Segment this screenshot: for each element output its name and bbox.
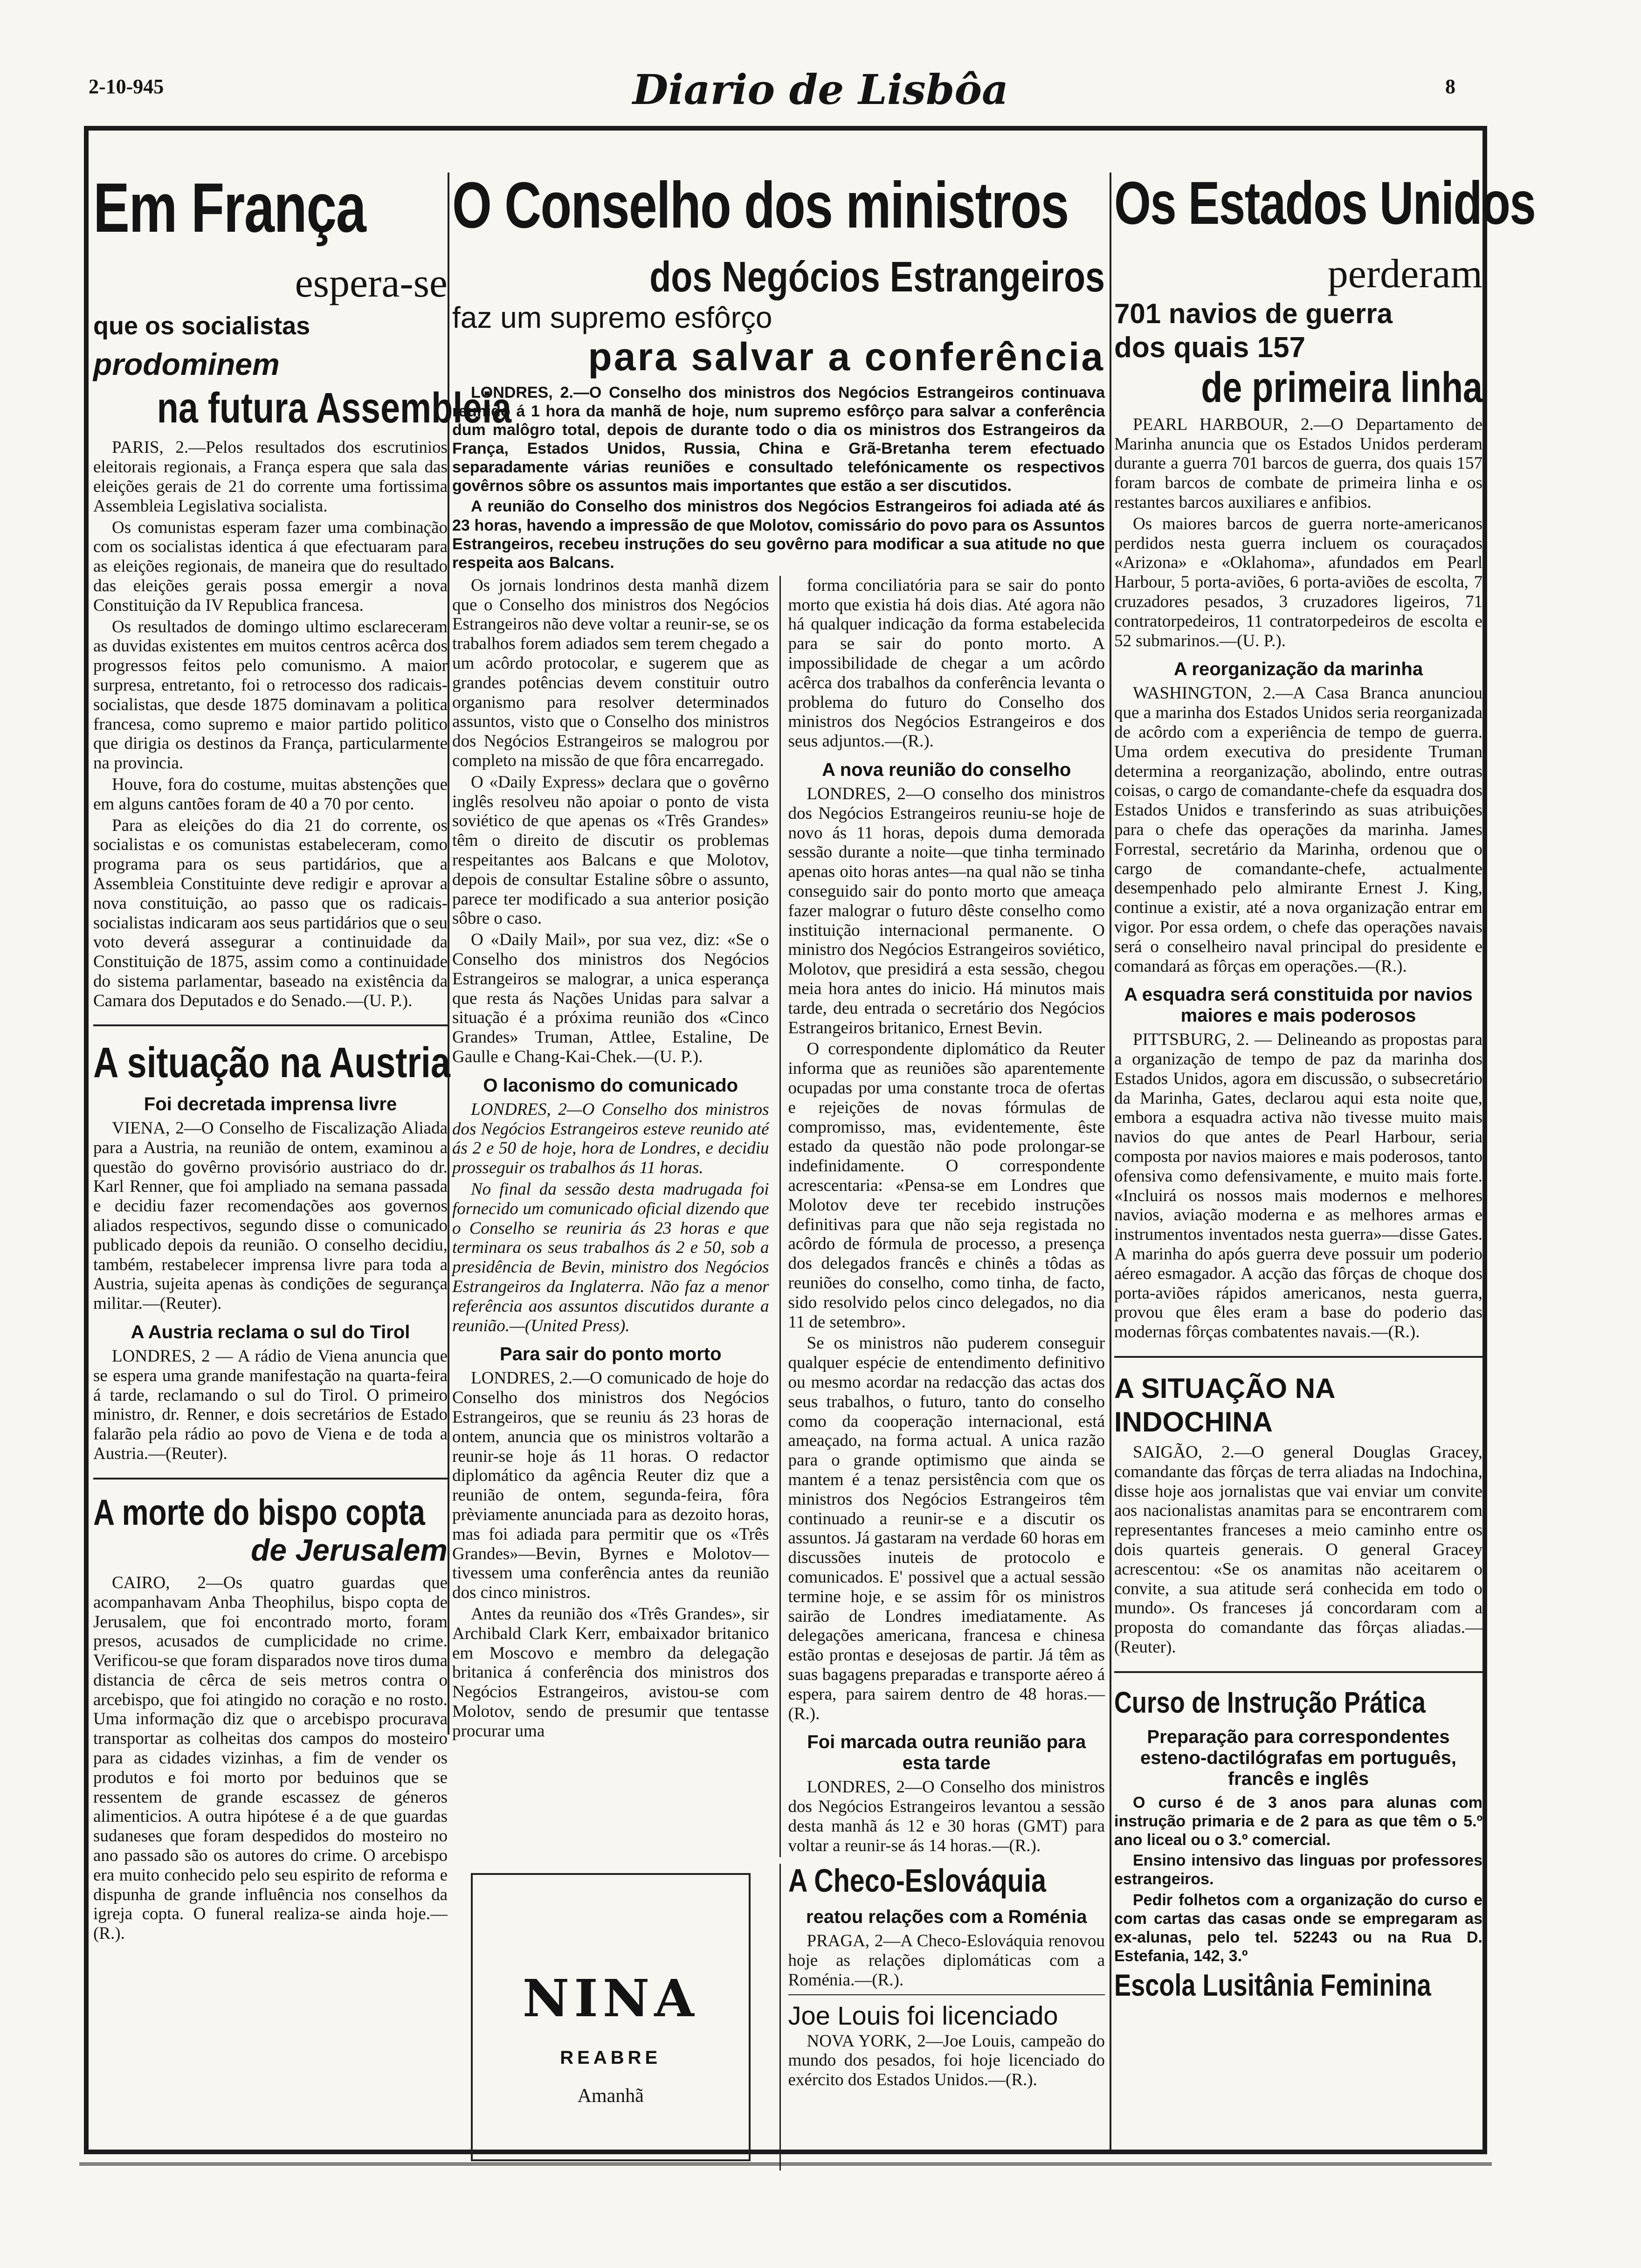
article-paragraph: Os comunistas esperam fazer uma combinação com os socialistas identica á que efectuaram para as eleições regionais, de maneira que do resultado das eleições gerais possa emergir a nova Constituição da IV Republica francesa. [93, 518, 448, 615]
council-headline-4: para salvar a conferência [588, 335, 1105, 379]
usa-headline-5: de primeira linha [1201, 364, 1482, 412]
austria-headline: A situação na Austria [93, 1039, 450, 1087]
council-two-columns [452, 576, 1105, 1858]
article-paragraph: PITTSBURG, 2. — Delineando as propostas para a organização de tempo de paz da marinha dos Estados Unidos, agora em discussão, o subsecretário da Marinha, Gates, declarou aqui esta noite que, embora a esquadra activa não tivesse muito mais navios do que antes de Pearl Harbour, seria composta por navios maiores e mais poderosos, tanto ofensiva como defensivamente, e muito mais forte. «Incluirá os nossos mais modernos e melhores navios, aviação moderna e as melhores armas e instrumentos inventados nesta guerra»—disse Gates. A marinha do após guerra deve possuir um poderio aéreo esmagador. A acção das fôrças de choque dos porta-aviões rápidos americanos, nesta guerra, provou que êles eram a base do poderio das modernas fôrças combatentes navais.—(R.). [1114, 1030, 1482, 1342]
article-paragraph: No final da sessão desta madrugada foi fornecido um comunicado oficial dizendo que o Conselho se reuniria ás 23 horas e que terminara os seus trabalhos ás 2 e 50, sob a presidência de Bevin, ministro dos Negócios Estrangeiros da Inglaterra. Não faz a menor referência aos assuntos discutidos durante a reunião.—(United Press). [452, 1179, 769, 1335]
council-scheduled-article [788, 1777, 1105, 1855]
column-left [93, 168, 512, 1945]
course-paragraph: Pedir folhetos com a organização do curso e com cartas das casas onde se empregaram as ex-alunas, pelo tel. 52243 ou na Rua D. Estefania, 142, 3.º [1114, 1891, 1482, 1965]
council-right-column [779, 576, 1105, 1858]
section-rule [1114, 1671, 1482, 1673]
article-paragraph: Os maiores barcos de guerra norte-americanos perdidos nesta guerra incluem os couraçados «Arizona» e «Oklahoma», afundados em Pearl Harbour, 5 porta-aviões, 6 porta-aviões de escolta, 7 cruzadores pesados, 3 cruzadores ligeiros, 71 contratorpedeiros, 11 contratorpedeiros de escolta e 52 submarinos.—(U. P.). [1114, 514, 1482, 650]
article-paragraph: O correspondente diplomático da Reuter informa que as reuniões são aparentemente ocupadas por uma constante troca de ofertas e rejeições de novas fórmulas de compromisso, mas, evidentemente, êste estado da questão não pode prolongar-se indefinidamente. O correspondente acrescentaria: «Pensa-se em Londres que Molotov deve ter recebido instruções definitivas para que não seja registada no acôrdo de fórmula de processo, a presença dos delegados francês e chinês a tôdas as reuniões do conselho, como tinha, de facto, sido resolvido pelos cinco delegados, no dia 11 de setembro». [788, 1039, 1105, 1332]
article-paragraph: PRAGA, 2—A Checo-Eslováquia renovou hoje as relações diplomáticas com a Roménia.—(R.). [788, 1931, 1105, 1990]
article-paragraph: CAIRO, 2—Os quatro guardas que acompanhavam Anba Theophilus, bispo copta de Jerusalem, que foi encontrado morto, foram presos, acusados de cumplicidade no crime. Verificou-se que foram disparados nove tiros duma distancia de cêrca de seis metros contra o arcebispo, que foi atingido no coração e no rosto. Uma informação diz que o arcebispo procurava transportar as colheitas dos campos do mosteiro para as cidades vizinhas, a fim de vender os produtos e foi morto por beduinos que se ressentem de grande escassez de géneros alimenticios. A outra hipótese é a de que guardas sudaneses que foram despedidos do mosteiro no ano passado são os autores do crime. O arcebispo era muito conhecido pelo seu espirito de reforma e dispunha de grande influência nos conselhos da igreja copta. O funeral realiza-se ainda hoje.—(R.). [93, 1573, 448, 1943]
usa-fleet-article [1114, 1030, 1482, 1342]
council-laconism-article [452, 1100, 769, 1336]
austria-subhead: Foi decretada imprensa livre [144, 1094, 397, 1115]
council-headline-1: O Conselho dos ministros [452, 168, 1069, 242]
austria-article-2 [93, 1347, 448, 1464]
council-subhead-laconism: O laconismo do comunicado [483, 1075, 738, 1096]
council-headline-3: faz um supremo esfôrço [452, 300, 772, 334]
newspaper-title: Diario de Lisbôa [632, 65, 1009, 114]
course-headline: Curso de Instrução Prática [1114, 1685, 1426, 1719]
section-rule [93, 1478, 448, 1480]
bishop-headline-2: de Jerusalem [251, 1532, 448, 1567]
france-headline-3: que os socialistas [93, 311, 310, 340]
france-headline-5: na futura Assembleia [157, 384, 512, 432]
usa-reorg-article [1114, 684, 1482, 976]
council-left-article [452, 576, 769, 1067]
bottom-rule [79, 2163, 1492, 2165]
section-rule [93, 1024, 448, 1026]
joe-louis-article [788, 2032, 1105, 2090]
course-paragraph: O curso é de 3 anos para alunas com instrução primaria e de 2 para as que têm o 5.º ano liceal ou o 3.º comercial. [1114, 1794, 1482, 1849]
usa-headline-3: 701 navios de guerra [1114, 297, 1393, 329]
usa-headline-4: dos quais 157 [1114, 331, 1306, 364]
usa-subhead-fleet: A esquadra será constituida por navios maiores e mais poderosos [1124, 984, 1473, 1026]
article-paragraph: Se os ministros não puderem conseguir qualquer espécie de entendimento definitivo ou mesmo acordar na redacção das actas dos seus trabalhos, o futuro, tanto do conselho como da cooperação internacional, está ameaçado, na forma actual. A unica razão para o grande optimismo que ainda se mantem é a tenaz persistência com que os ministros dos Negócios Estrangeiros têm continuado a reunir-se e a discutir os assuntos. Já gastaram na verdade 60 horas em discussões inuteis de protocolo e comunicados. E' possivel que a actual sessão termine hoje, e se assim fôr os ministros sairão de Londres imediatamente. As delegações americana, francesa e chinesa estão prontas e desejosas de partir. Já têm as suas bagagens preparadas e transporte aéreo á espera, para sairem dentro de 48 horas.—(R.). [788, 1334, 1105, 1723]
article-paragraph: Os jornais londrinos desta manhã dizem que o Conselho dos ministros dos Negócios Estrangeiros não deve voltar a reunir-se, se os trabalhos forem adiados sem terem chegado a um acôrdo protocolar, e sugerem que as grandes potências devem constituir outro organismo para resolver determinados assuntos, visto que o Conselho dos ministros dos Negócios Estrangeiros se malogrou por completo na missão de que fôra encarregado. [452, 575, 769, 771]
article-paragraph: forma conciliatória para se sair do ponto morto que existia há dois dias. Até agora não há qualquer indicação da forma estabelecida para se sair do ponto morto. A impossibilidade de chegar a um acôrdo acêrca dos trabalhos da conferência levanta o problema do futuro do Conselho dos ministros dos Negócios Estrangeiros e dos seus adjuntos.—(R.). [788, 575, 1105, 751]
indochina-headline: A SITUAÇÃO NA INDOCHINA [1114, 1373, 1335, 1438]
article-paragraph: Para as eleições do dia 21 do corrente, os socialistas e os comunistas estabeleceram, como programa para os seus partidários, que a Assembleia Constituinte deve redigir e aprovar a nova constituição, ao passo que os radicais-socialistas indicaram aos seus partidários que o seu voto deverá assegurar a continuidade da Constituição de 1875, assim como a continuidade do sistema parlamentar, baseado na existência da Camara dos Deputados e do Senado.—(U. P.). [93, 816, 448, 1010]
article-paragraph: PEARL HARBOUR, 2.—O Departamento de Marinha anuncia que os Estados Unidos perderam durante a guerra 701 barcos de guerra, dos quais 157 foram barcos de combate de primeira linha e os restantes barcos auxiliares e anfibios. [1114, 415, 1482, 512]
advert-line-2: Amanhã [577, 2085, 644, 2107]
france-article [93, 438, 448, 1010]
usa-article [1114, 415, 1482, 651]
france-headline-1: Em França [93, 168, 366, 247]
nina-logo: NINA [522, 1968, 699, 2029]
section-rule [1114, 1356, 1482, 1358]
bishop-headline-1: A morte do bispo copta [93, 1491, 425, 1533]
school-name: Escola Lusitânia Feminina [1114, 1967, 1431, 2002]
article-paragraph: LONDRES, 2—O Conselho dos ministros dos Negócios Estrangeiros esteve reunido até ás 2 e 50 de hoje, hora de Londres, e decidiu prosseguir os trabalhos ás 11 horas. [452, 1099, 769, 1178]
article-paragraph: Houve, fora do costume, muitas abstenções que em alguns cantões foram de 40 a 70 por cento. [93, 774, 448, 814]
article-paragraph: LONDRES, 2.—O comunicado de hoje do Conselho dos ministros dos Negócios Estrangeiros, que se reuniu ás 23 horas de ontem, anuncia que os ministros voltarão a reunir-se hoje ás 11 horas. O redactor diplomático da agência Reuter diz que a reunião de ontem, segunda-feira, fôra prèviamente anunciada para as dezoito horas, mas foi adiada para permitir que os «Três Grandes»—Bevin, Byrnes e Molotov—tivessem uma conferência antes da reunião dos cinco ministros. [452, 1369, 769, 1603]
council-right-article [788, 576, 1105, 751]
article-paragraph: LONDRES, 2 — A rádio de Viena anuncia que se espera uma grande manifestação na quarta-feira á tarde, reclamando o sul do Tirol. O primeiro ministro, dr. Renner, e dois secretários de Estado falarão pela rádio ao povo de Viena e de toda a Austria.—(Reuter). [93, 1347, 448, 1464]
usa-headline-1: Os Estados Unidos [1114, 169, 1536, 237]
council-bottom-row [452, 1864, 1105, 2171]
article-paragraph: LONDRES, 2—O Conselho dos ministros dos Negócios Estrangeiros levantou a sessão desta manhã ás 12 e 30 horas (GMT) para voltar a reunir-se ás 14 horas.—(R.). [788, 1777, 1105, 1855]
council-deadlock-article [452, 1369, 769, 1741]
joe-louis-headline: Joe Louis foi licenciado [788, 2001, 1058, 2031]
council-subhead-scheduled: Foi marcada outra reunião para esta tarde [807, 1732, 1086, 1774]
council-subhead-new-meeting: A nova reunião do conselho [822, 760, 1071, 781]
article-paragraph: LONDRES, 2—O conselho dos ministros dos Negócios Estrangeiros reuniu-se hoje de novo ás 11 horas, depois duma demorada sessão durante a noite—que tinha terminado apenas oito horas antes—na qual não se tinha conseguido sair do ponto morto que ameaça fazer malograr o futuro dêste conselho como instituição internacional permanente. O ministro dos Negócios Estrangeiros soviético, Molotov, que presidirá a esta sessão, chegou meia hora antes do inicio. Há minutos mais tarde, deu entrada o secretário dos Negócios Estrangeiros britanico, Ernest Bevin. [788, 784, 1105, 1037]
usa-headline-2: perderam [1327, 251, 1482, 297]
austria-article [93, 1119, 448, 1314]
article-paragraph: Os resultados de domingo ultimo esclareceram as duvidas existentes em muitos centros acêrca dos progressos feitos pelo comunismo. A maior surpresa, entretanto, foi o retrocesso dos radicais-socialistas, que desde 1875 dominavam a politica francesa, como supremo e maior partido politico que dirigia os destinos da França, particularmente na provincia. [93, 617, 448, 773]
nina-advert [471, 1873, 751, 2161]
briefs-column [779, 1864, 1105, 2171]
austria-subhead-2: A Austria reclama o sul do Tirol [131, 1322, 410, 1343]
advert-column [452, 1864, 769, 2171]
bishop-article [93, 1573, 448, 1943]
course-paragraph: Ensino intensivo das linguas por professores estrangeiros. [1114, 1852, 1482, 1888]
course-article [1114, 1793, 1482, 1965]
article-paragraph: O «Daily Express» declara que o govêrno inglês resolveu não apoiar o ponto de vista soviético de que apenas os «Três Grandes» têm o direito de discutir os problemas respeitantes aos Balcans e que Molotov, depois de consultar Estaline sôbre o assunto, parece ter modificado a sua anterior posição sôbre o caso. [452, 772, 769, 928]
france-headline-2: espera-se [295, 261, 448, 306]
article-paragraph: WASHINGTON, 2.—A Casa Branca anunciou que a marinha dos Estados Unidos seria reorganizada de acôrdo com a experiência de tempo de guerra. Uma ordem executiva do presidente Truman determina a reorganização, abolindo, entre outras coisas, o cargo de comandante-chefe da esquadra dos Estados Unidos e transferindo as suas atribuições para o chefe das operações da marinha. James Forrestal, secretário da Marinha, ordenou que o cargo de comandante-chefe, actualmente desempenhado pelo almirante Ernest J. King, continue a existir, até a nova organização entrar em vigor. Por essa ordem, o chefe das operações navais será o conselheiro naval principal do presidente e comandará as fôrças em operações.—(R.). [1114, 684, 1482, 976]
advert-line-1: REABRE [560, 2047, 662, 2068]
indochina-article [1114, 1443, 1482, 1657]
council-lede [452, 383, 1105, 572]
article-paragraph: Antes da reunião dos «Três Grandes», sir Archibald Clark Kerr, embaixador britanico em Moscovo e membro da delegação britanica á conferência dos ministros dos Negócios Estrangeiros, avistou-se com Molotov, sendo de presumir que tentasse procurar uma [452, 1604, 769, 1741]
column-center [452, 168, 1105, 2171]
council-left-column [452, 576, 769, 1858]
column-right [1114, 169, 1536, 2002]
article-paragraph: VIENA, 2—O Conselho de Fiscalização Aliada para a Austria, na reunião de ontem, examinou a questão do govêrno provisório austriaco do dr. Karl Renner, que foi ampliado na semana passada e decidiu fazer recomendações aos governos aliados respectivos, segundo disse o comunicado publicado depois da reunião. O conselho decidiu, também, restabelecer imprensa livre para toda a Austria, sujeita apenas às condições de segurança militar.—(Reuter). [93, 1119, 448, 1314]
course-subhead: Preparação para correspondentes esteno-dactilógrafas em português, francês e inglês [1140, 1727, 1456, 1789]
usa-subhead-reorg: A reorganização da marinha [1173, 659, 1423, 680]
article-paragraph: PARIS, 2.—Pelos resultados dos escrutinios eleitorais regionais, a França espera que sala das eleições gerais de 21 do corrente uma fortissima Assembleia Legislativa socialista. [93, 438, 448, 516]
czech-article [788, 1931, 1105, 1990]
article-paragraph: NOVA YORK, 2—Joe Louis, campeão do mundo dos pesados, foi hoje licenciado do exército dos Estados Unidos.—(R.). [788, 2031, 1105, 2090]
czech-subhead: reatou relações com a Roménia [806, 1906, 1087, 1927]
council-subhead-deadlock: Para sair do ponto morto [499, 1344, 722, 1365]
brief-rule [788, 1994, 1105, 1995]
czech-headline: A Checo-Eslováquia [788, 1862, 1046, 1899]
issue-date: 2-10-945 [89, 75, 164, 98]
council-new-meeting-article [788, 784, 1105, 1723]
page-number: 8 [1445, 75, 1455, 98]
france-headline-4: prodominem [93, 346, 280, 381]
article-paragraph: O «Daily Mail», por sua vez, diz: «Se o Conselho dos ministros dos Negócios Estrangeiros se malograr, a unica esperança que resta ás Nações Unidas para salvar a situação é a próxima reunião dos «Cinco Grandes» Truman, Attlee, Estaline, De Gaulle e Chang-Kai-Chek.—(U. P.). [452, 930, 769, 1066]
lede-paragraph: LONDRES, 2.—O Conselho dos ministros dos Negócios Estrangeiros continuava reunido á 1 hora da manhã de hoje, num supremo esfôrço para salvar a conferência dum malôgro total, depois de durante todo o dia os ministros dos Estrangeiros da França, Estados Unidos, Russia, China e Grã-Bretanha terem efectuado separadamente várias reuniões e consultado telefónicamente os respectivos govêrnos sôbre os assuntos mais importantes que estão a ser discutidos. [452, 383, 1105, 495]
article-paragraph: SAIGÃO, 2.—O general Douglas Gracey, comandante das fôrças de terra aliadas na Indochina, disse hoje aos jornalistas que vai enviar um convite aos nacionalistas anamitas para se encontrarem com representantes franceses a meio caminho entre os dois quarteis generais. O general Gracey acrescentou: «Se os anamitas não aceitarem o convite, a sua atitude será conhecida em todo o mundo». Os franceses já concordaram com a proposta do comandante das fôrças aliadas.—(Reuter). [1114, 1443, 1482, 1657]
lede-paragraph: A reunião do Conselho dos ministros dos Negócios Estrangeiros foi adiada até ás 23 horas, havendo a impressão de que Molotov, comissário do povo para os Assuntos Estrangeiros, recebeu instruções do seu govêrno para modificar a sua atitude no que respeita aos Balcans. [452, 498, 1105, 572]
council-headline-2: dos Negócios Estrangeiros [649, 253, 1105, 301]
masthead [0, 0, 1641, 121]
column-divider-2 [1110, 173, 1111, 2150]
